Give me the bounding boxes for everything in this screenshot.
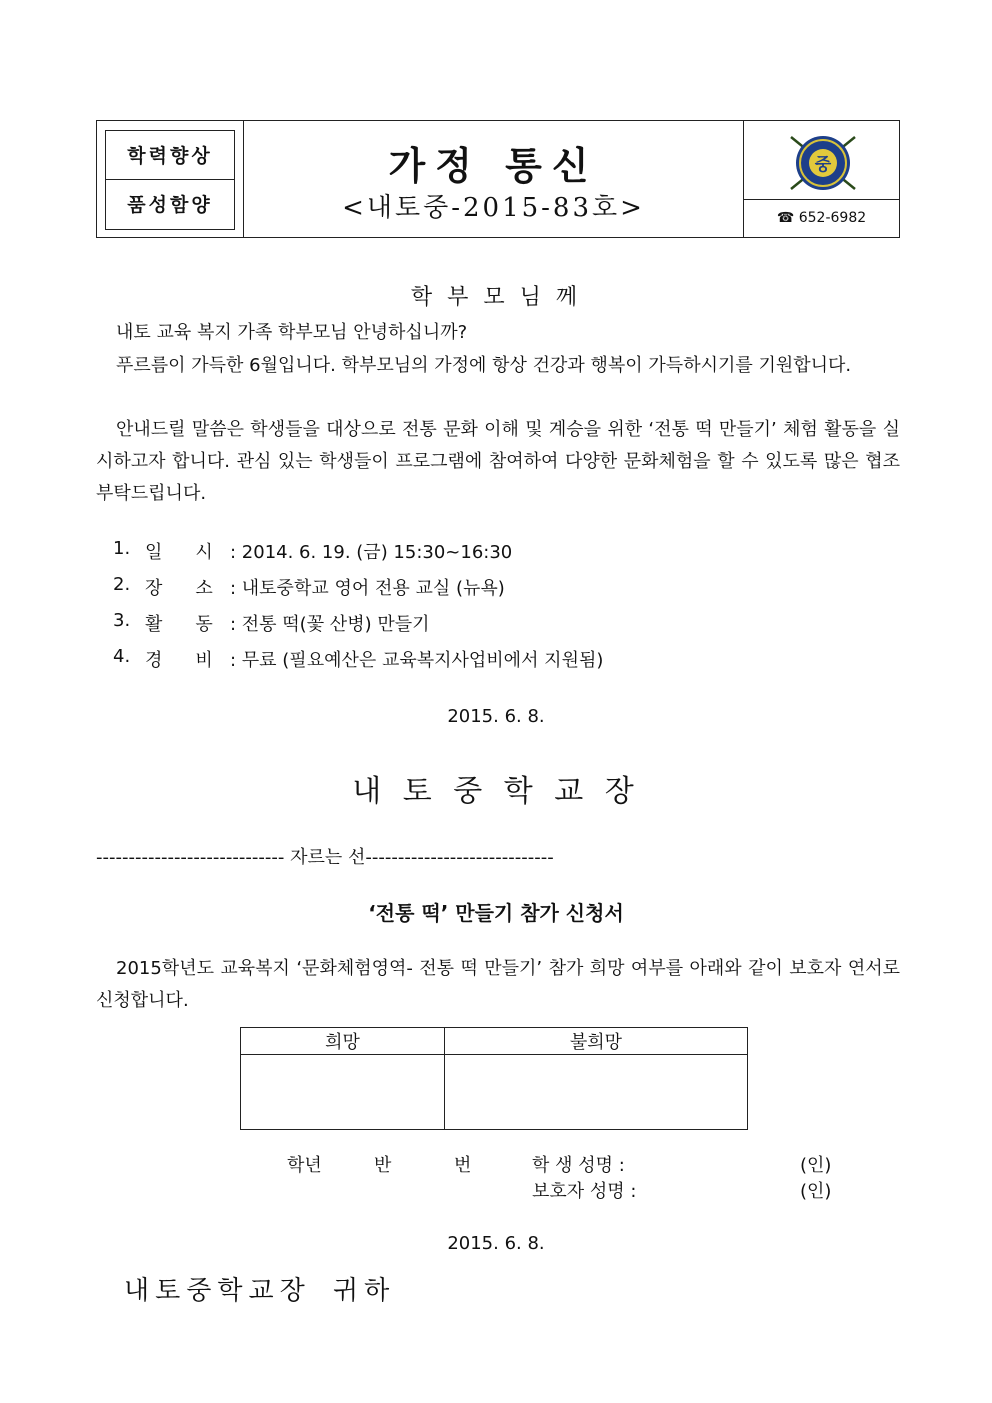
- greeting-heading: 학 부 모 님 께: [410, 285, 582, 310]
- detail-label: 장 소: [145, 578, 213, 599]
- detail-value: : 내토중학교 영어 전용 교실 (뉴욕): [230, 578, 505, 599]
- detail-number: 3.: [113, 610, 131, 631]
- slogan-panel: [97, 121, 244, 237]
- header-box: [96, 120, 900, 238]
- detail-label: 일 시: [145, 542, 213, 563]
- cut-line: ----------------------------- 자르는 선-----------------------------: [96, 847, 554, 868]
- detail-number: 1.: [113, 538, 131, 559]
- issue-number: <내토중-2015-83호>: [342, 193, 645, 223]
- principal-signature: 내 토 중 학 교 장: [352, 774, 640, 809]
- form-date: 2015. 6. 8.: [447, 1233, 545, 1254]
- detail-label: 활 동: [145, 614, 213, 635]
- slogan-character: 품성함양: [105, 180, 235, 230]
- title-panel: [244, 121, 744, 237]
- detail-number: 4.: [113, 646, 131, 667]
- slogan-academic: 학력향상: [105, 130, 235, 180]
- detail-label: 경 비: [145, 650, 213, 671]
- detail-value: : 무료 (필요예산은 교육복지사업비에서 지원됨): [230, 650, 604, 671]
- form-intro: 2015학년도 교육복지 ‘문화체험영역- 전통 떡 만들기’ 참가 희망 여부를 아래와 같이 보호자 연서로 신청합니다.: [96, 958, 900, 1011]
- guardian-name-label: 보호자 성명 :: [532, 1181, 637, 1202]
- cut-line-label: 자르는 선: [290, 847, 366, 868]
- participation-table: [240, 1027, 748, 1130]
- paragraph-wishes: 푸르름이 가득한 6월입니다. 학부모님의 가정에 항상 건강과 행복이 가득하시기를 기원합니다.: [116, 355, 852, 376]
- student-name-label: 학 생 성명 :: [532, 1155, 625, 1176]
- paragraph-greeting: 내토 교육 복지 가족 학부모님 안녕하십니까?: [116, 322, 468, 343]
- detail-value: : 2014. 6. 19. (금) 15:30~16:30: [230, 542, 513, 563]
- form-addressee: 내토중학교장 귀하: [124, 1276, 396, 1306]
- school-emblem-icon: [785, 131, 861, 195]
- number-label: 번: [454, 1155, 472, 1176]
- column-participate: 희망: [241, 1028, 445, 1055]
- grade-label: 학년: [287, 1155, 322, 1176]
- column-decline: 불희망: [444, 1028, 747, 1055]
- emblem-panel: [744, 121, 899, 237]
- participate-cell[interactable]: [241, 1055, 445, 1130]
- student-seal: (인): [800, 1155, 832, 1176]
- guardian-seal: (인): [800, 1181, 832, 1202]
- school-phone: ☎ 652-6982: [744, 199, 899, 237]
- paragraph-program: 안내드릴 말씀은 학생들을 대상으로 전통 문화 이해 및 계승을 위한 ‘전통 떡 만들기’ 체험 활동을 실시하고자 합니다. 관심 있는 학생들이 프로그램에 참여하여 다양한 문화체험을 할 수 있도록 많은 협조 부탁드립니다.: [96, 419, 900, 504]
- letter-date: 2015. 6. 8.: [447, 706, 545, 727]
- detail-value: : 전통 떡(꽃 산병) 만들기: [230, 614, 430, 635]
- decline-cell[interactable]: [444, 1055, 747, 1130]
- form-title: ‘전통 떡’ 만들기 참가 신청서: [368, 901, 624, 925]
- newsletter-title: 가정 통신: [388, 143, 599, 188]
- emblem-letter: 중: [814, 155, 832, 175]
- detail-number: 2.: [113, 574, 131, 595]
- class-label: 반: [374, 1155, 392, 1176]
